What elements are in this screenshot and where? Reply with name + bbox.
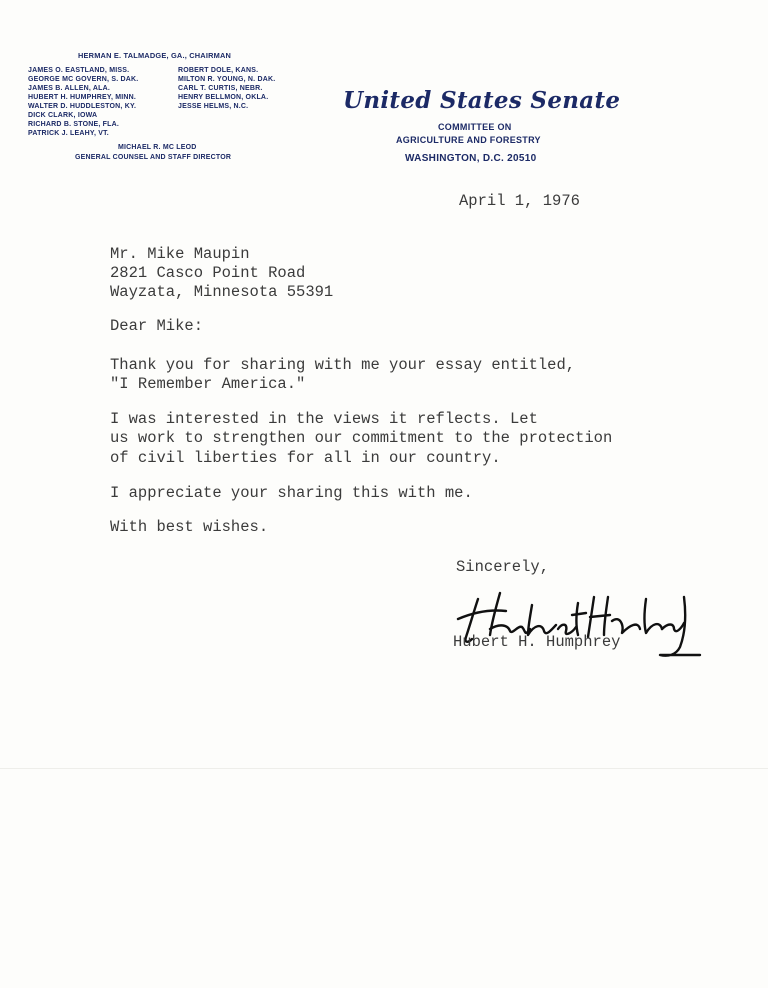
letterhead-staff-director: MICHAEL R. MC LEOD bbox=[118, 144, 197, 151]
recipient-city: Wayzata, Minnesota 55391 bbox=[110, 283, 334, 301]
body-line: "I Remember America." bbox=[110, 375, 306, 393]
typed-signer-name: Hubert H. Humphrey bbox=[453, 633, 621, 651]
body-line: us work to strengthen our commitment to the protection bbox=[110, 429, 613, 447]
member-name: HUBERT H. HUMPHREY, MINN. bbox=[28, 94, 137, 101]
member-name: JAMES B. ALLEN, ALA. bbox=[28, 85, 111, 92]
member-name: GEORGE MC GOVERN, S. DAK. bbox=[28, 76, 139, 83]
body-line: of civil liberties for all in our country. bbox=[110, 449, 501, 467]
committee-name-line2: AGRICULTURE AND FORESTRY bbox=[396, 135, 541, 145]
body-line: I was interested in the views it reflects. Let bbox=[110, 410, 538, 428]
member-name: WALTER D. HUDDLESTON, KY. bbox=[28, 103, 137, 110]
member-name: JESSE HELMS, N.C. bbox=[178, 103, 249, 110]
committee-name-line1: COMMITTEE ON bbox=[438, 122, 512, 132]
letterhead-staff-title: GENERAL COUNSEL AND STAFF DIRECTOR bbox=[75, 154, 232, 161]
letter-date: April 1, 1976 bbox=[459, 192, 580, 210]
body-line: I appreciate your sharing this with me. bbox=[110, 484, 473, 502]
member-name: ROBERT DOLE, KANS. bbox=[178, 67, 259, 74]
recipient-street: 2821 Casco Point Road bbox=[110, 264, 306, 282]
letterhead-chairman: HERMAN E. TALMADGE, GA., CHAIRMAN bbox=[78, 51, 232, 60]
recipient-name: Mr. Mike Maupin bbox=[110, 245, 250, 263]
member-name: RICHARD B. STONE, FLA. bbox=[28, 121, 119, 128]
body-line: With best wishes. bbox=[110, 518, 269, 536]
body-line: Thank you for sharing with me your essay entitled, bbox=[110, 356, 576, 374]
paper-fold-line bbox=[0, 768, 768, 769]
member-name: HENRY BELLMON, OKLA. bbox=[178, 94, 269, 101]
senate-title: United States Senate bbox=[343, 87, 621, 114]
member-name: JAMES O. EASTLAND, MISS. bbox=[28, 67, 130, 74]
handwritten-signature bbox=[448, 585, 708, 675]
member-name: CARL T. CURTIS, NEBR. bbox=[178, 85, 263, 92]
member-name: MILTON R. YOUNG, N. DAK. bbox=[178, 76, 276, 83]
letterhead-members-right bbox=[178, 66, 275, 111]
member-name: PATRICK J. LEAHY, VT. bbox=[28, 130, 109, 137]
member-name: DICK CLARK, IOWA bbox=[28, 112, 98, 119]
salutation: Dear Mike: bbox=[110, 317, 204, 335]
committee-address: WASHINGTON, D.C. 20510 bbox=[405, 153, 537, 164]
letterhead-members-left bbox=[28, 66, 138, 138]
closing: Sincerely, bbox=[456, 558, 550, 576]
